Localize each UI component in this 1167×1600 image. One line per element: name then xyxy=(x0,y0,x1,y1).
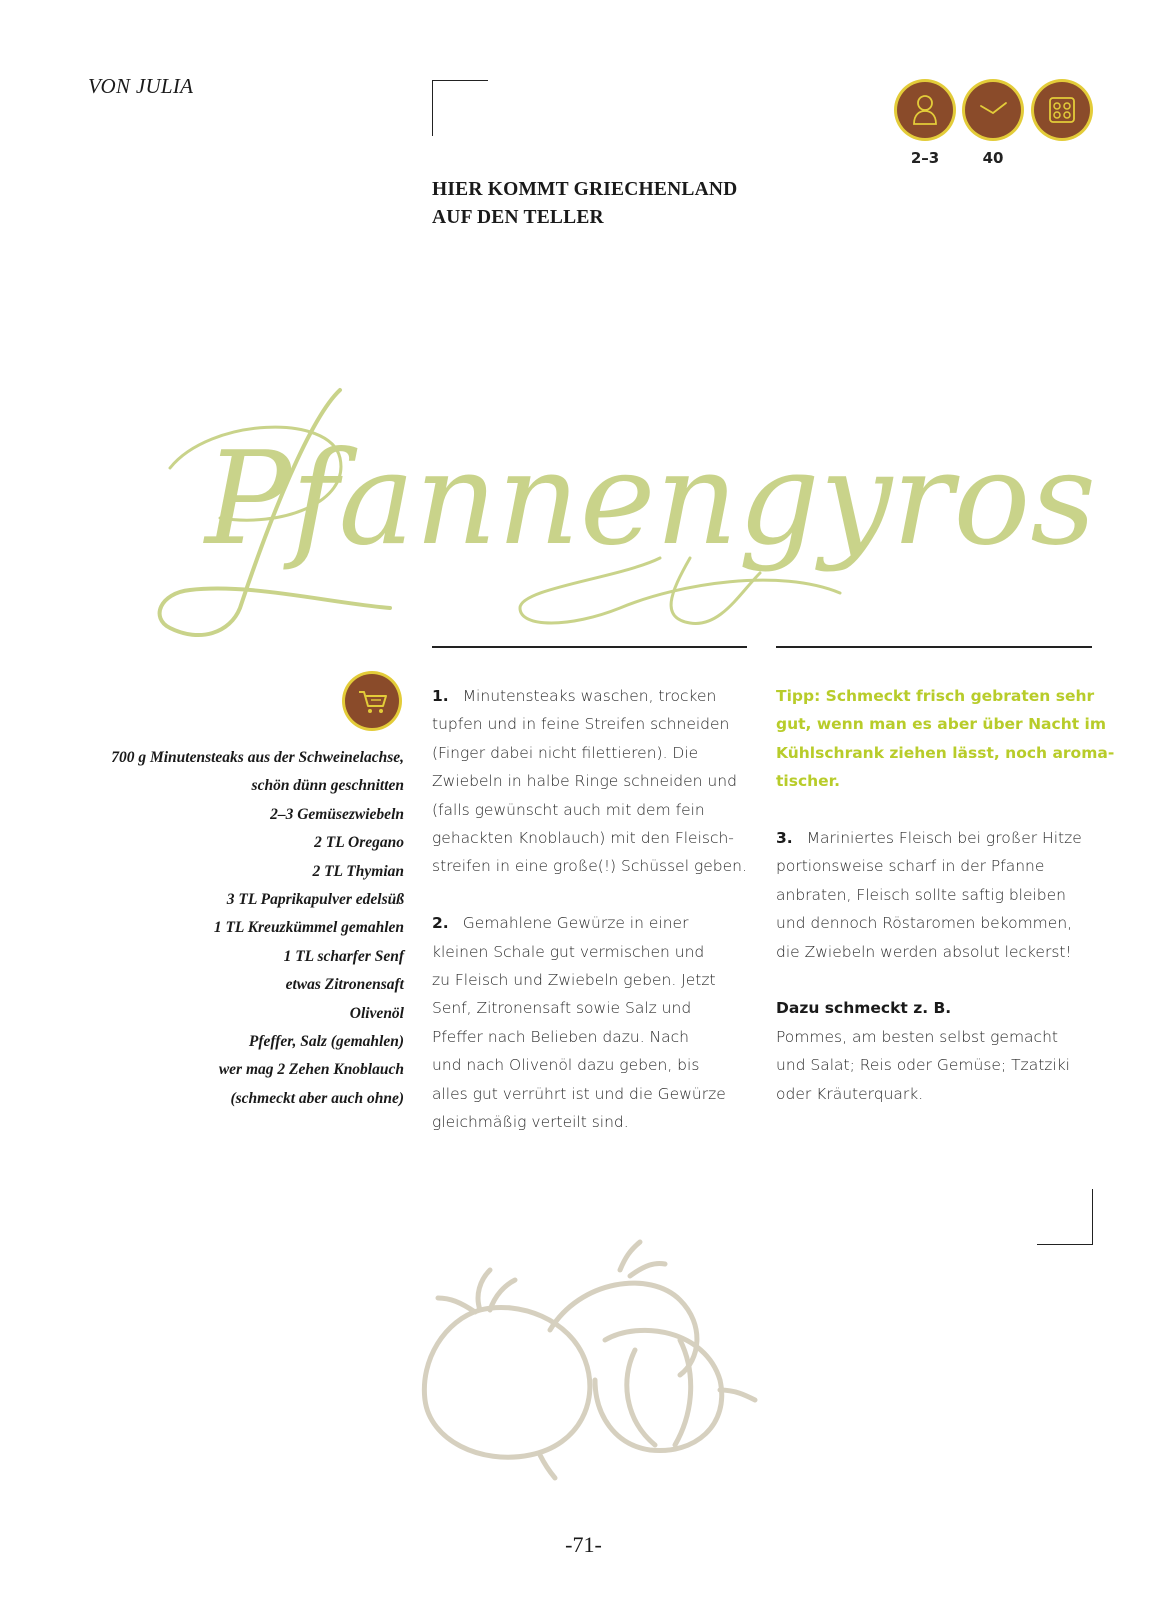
tip-text: Tipp: Schmeckt frisch gebraten sehr xyxy=(776,687,1095,705)
subtitle-line: AUF DEN TELLER xyxy=(432,207,604,228)
ingredient-item: 1 TL scharfer Senf xyxy=(283,947,404,965)
step-text: und nach Olivenöl dazu geben, bis xyxy=(432,1056,700,1075)
shopping-cart-icon xyxy=(345,674,399,728)
recipe-title xyxy=(100,378,1097,648)
column-rule xyxy=(432,646,747,648)
recipe-title-text: Pfannengyros xyxy=(205,425,1097,574)
step-text: Pfeffer nach Belieben dazu. Nach xyxy=(432,1027,689,1046)
tip-box xyxy=(776,682,1115,796)
tips-column xyxy=(776,682,1115,1108)
step-number: 2. xyxy=(432,914,449,933)
steps-column xyxy=(432,682,752,1136)
ingredient-item: 1 TL Kreuzkümmel gemahlen xyxy=(213,919,404,937)
serving-text: Pommes, am besten selbst gemacht xyxy=(776,1027,1058,1046)
ingredient-item: 2–3 Gemüsezwiebeln xyxy=(270,805,404,823)
step-text: die Zwiebeln werden absolut leckerst! xyxy=(776,942,1072,961)
step-text: Senf, Zitronensaft sowie Salz und xyxy=(432,999,692,1018)
step-number: 3. xyxy=(776,829,793,848)
step-text: alles gut verrührt ist und die Gewürze xyxy=(432,1084,726,1103)
column-rule xyxy=(776,646,1092,648)
tip-text: tischer. xyxy=(776,772,841,791)
ingredient-item: 700 g Minutensteaks aus der Schweinelachse, xyxy=(111,749,404,766)
step-text: streifen in eine große(!) Schüssel geben. xyxy=(432,857,747,876)
tip-text: Kühlschrank ziehen lässt, noch aroma- xyxy=(776,743,1115,762)
step-text: Mariniertes Fleisch bei großer Hitze xyxy=(806,829,1082,848)
ingredient-item: etwas Zitronensaft xyxy=(285,976,404,994)
ingredient-item: 3 TL Paprikapulver edelsüß xyxy=(226,891,404,909)
step-text: kleinen Schale gut vermischen und xyxy=(432,942,705,961)
clock-icon xyxy=(965,82,1021,138)
step-text: (Finger dabei nicht filettieren). Die xyxy=(432,743,699,762)
serving-text: und Salat; Reis oder Gemüse; Tzatziki xyxy=(776,1056,1070,1075)
ingredient-item: 2 TL Thymian xyxy=(312,862,404,880)
step-number: 1. xyxy=(432,687,449,705)
ingredient-item: (schmeckt aber auch ohne) xyxy=(230,1089,404,1107)
step-3 xyxy=(776,824,1096,966)
ingredient-item: schön dünn geschnitten xyxy=(251,777,404,795)
step-text: (falls gewünscht auch mit dem fein xyxy=(432,800,705,819)
ingredient-list xyxy=(40,744,404,1113)
ingredient-item: wer mag 2 Zehen Knoblauch xyxy=(218,1061,404,1079)
page-number: -71- xyxy=(565,1532,602,1557)
step-text: zu Fleisch und Zwiebeln geben. Jetzt xyxy=(432,971,716,990)
servings-value: 2–3 xyxy=(910,149,940,167)
tip-text: gut, wenn man es aber über Nacht im xyxy=(776,715,1107,734)
corner-mark-bottom-right xyxy=(1037,1189,1093,1245)
ingredient-item: Olivenöl xyxy=(349,1004,404,1022)
time-value: 40 xyxy=(982,149,1004,167)
person-icon xyxy=(897,82,953,138)
stove-icon xyxy=(1034,82,1090,138)
step-text: gehackten Knoblauch) mit den Fleisch- xyxy=(432,829,734,848)
serving-heading: Dazu schmeckt z. B. xyxy=(776,999,952,1018)
step-text: Gemahlene Gewürze in einer xyxy=(462,914,689,933)
serving-suggestion xyxy=(776,994,1096,1108)
ingredient-item: 2 TL Oregano xyxy=(314,834,404,852)
onion-illustration xyxy=(420,1240,760,1480)
step-text: Zwiebeln in halbe Ringe schneiden und xyxy=(432,772,737,791)
ingredient-item: Pfeffer, Salz (gemahlen) xyxy=(248,1033,404,1051)
step-text: Minutensteaks waschen, trocken xyxy=(462,687,717,705)
step-text: gleichmäßig verteilt sind. xyxy=(432,1113,629,1132)
step-text: und dennoch Röstaromen bekommen, xyxy=(776,914,1073,933)
step-text: portionsweise scharf in der Pfanne xyxy=(776,857,1045,876)
step-text: anbraten, Fleisch sollte saftig bleiben xyxy=(776,885,1067,904)
step-1 xyxy=(432,682,752,881)
subtitle xyxy=(432,176,737,232)
serving-text: oder Kräuterquark. xyxy=(776,1084,924,1103)
step-2 xyxy=(432,909,752,1136)
step-text: tupfen und in feine Streifen schneiden xyxy=(432,715,730,734)
subtitle-line: HIER KOMMT GRIECHENLAND xyxy=(432,179,738,200)
corner-mark-top-left xyxy=(432,80,488,136)
author-label: VON JULIA xyxy=(88,74,194,98)
